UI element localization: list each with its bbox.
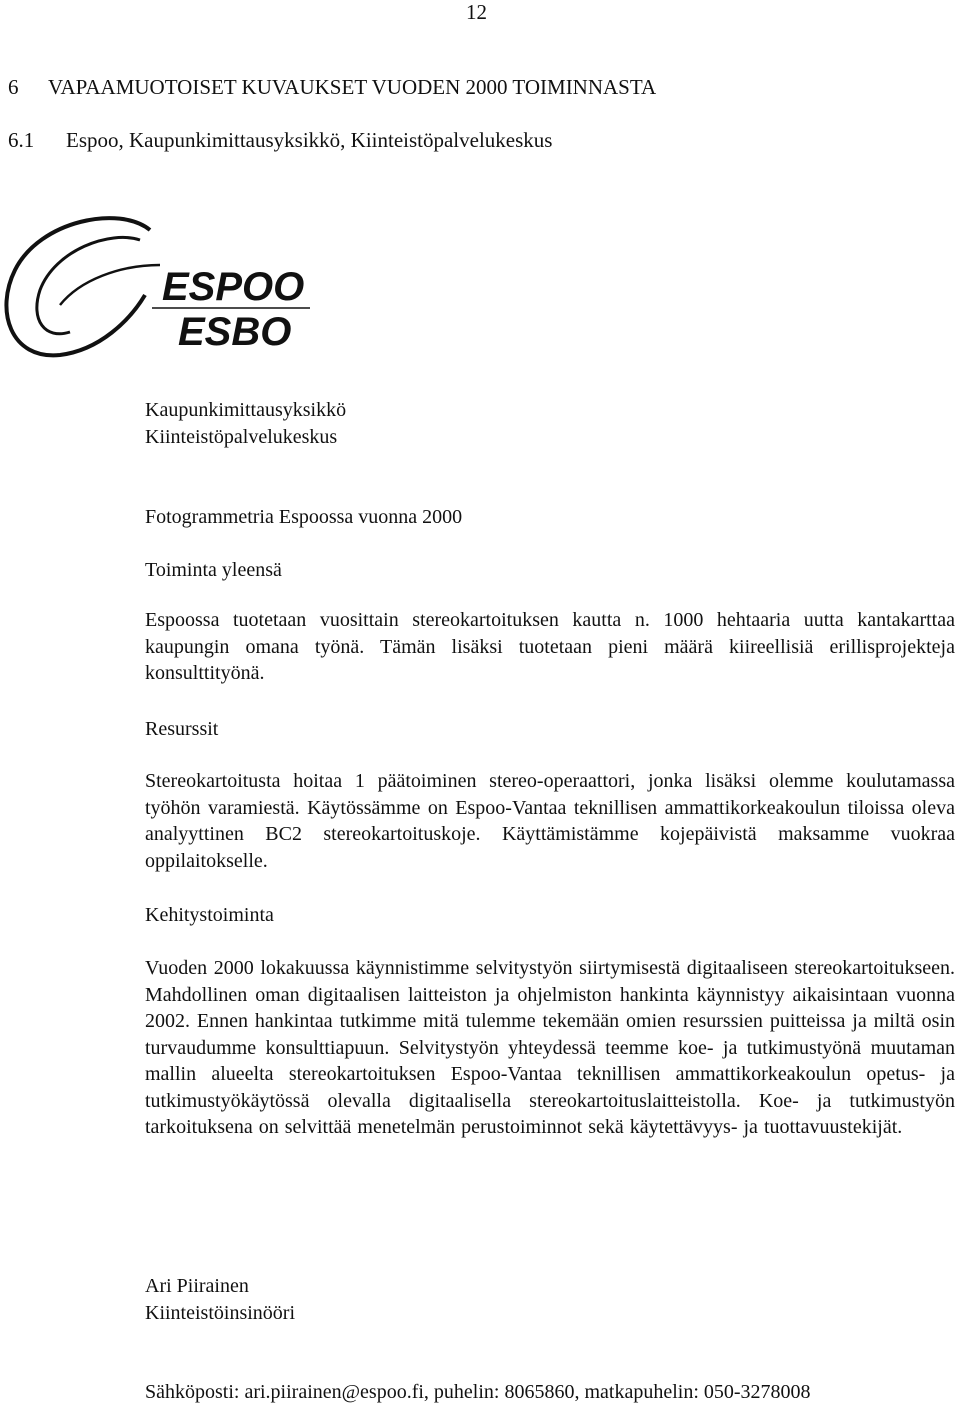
heading-resurssit: Resurssit	[145, 718, 219, 740]
page-number: 12	[466, 0, 487, 24]
section-heading	[8, 74, 656, 100]
section-title: VAPAAMUOTOISET KUVAUKSET VUODEN 2000 TOIMINNASTA	[48, 75, 657, 99]
signature-name: Ari Piirainen	[145, 1275, 249, 1297]
subsection-title: Espoo, Kaupunkimittausyksikkö, Kiinteistöpalvelukeskus	[66, 128, 553, 152]
paragraph-text: Espoossa tuotetaan vuosittain stereokartoituksen kautta n. 1000 hehtaaria uutta kantakarttaa kaupungin omana työnä. Tämän lisäksi tuotetaan pieni määrä kiireellisiä erillisprojekteja konsulttityönä.	[145, 609, 955, 684]
signature-title: Kiinteistöinsinööri	[145, 1302, 295, 1324]
paragraph-toiminta	[145, 607, 955, 687]
contact-info: Sähköposti: ari.piirainen@espoo.fi, puhelin: 8065860, matkapuhelin: 050-3278008	[145, 1381, 811, 1403]
paragraph-kehitystoiminta	[145, 955, 955, 1141]
espoo-logo	[0, 210, 320, 370]
org-line-1: Kaupunkimittausyksikkö	[145, 399, 347, 421]
paragraph-text: Vuoden 2000 lokakuussa käynnistimme selvitystyön siirtymisestä digitaaliseen stereokartoitukseen. Mahdollinen oman digitaalisen laitteiston ja ohjelmiston hankinta käynnistyy aikaisintaan vuonna 2002. Ennen hankintaa tutkimme mitä tulemme tekemään omien resurssien puitteissa ja miltä osin turvaudumme konsulttiapuun. Selvitystyön yhteydessä teemme koe- ja tutkimustyönä muutaman mallin alueelta stereokartoituksen Espoo-Vantaa teknillisen ammattikorkeakoulun opetus- ja tutkimustyökäytössä olevalla digitaalisella stereokartoituslaitteistolla. Koe- ja tutkimustyön tarkoituksena on selvittää menetelmän perustoiminnot sekä käytettävyys- ja tuottavuustekijät.	[145, 957, 955, 1138]
paragraph-text: Stereokartoitusta hoitaa 1 päätoiminen stereo-operaattori, jonka lisäksi olemme koulutamassa työhön varamiestä. Käytössämme on Espoo-Vantaa teknillisen ammattikorkeakoulun tiloissa oleva analyyttinen BC2 stereokartoituskoje. Käyttämistämme kojepäivistä maksamme vuokraa oppilaitokselle.	[145, 770, 955, 872]
org-line-2: Kiinteistöpalvelukeskus	[145, 426, 338, 448]
subsection-number: 6.1	[8, 128, 35, 152]
logo-text-espoo: ESPOO	[162, 265, 305, 309]
logo-text-esbo: ESBO	[178, 310, 292, 354]
subsection-heading	[8, 127, 552, 153]
heading-kehitystoiminta: Kehitystoiminta	[145, 904, 274, 926]
report-title: Fotogrammetria Espoossa vuonna 2000	[145, 506, 463, 528]
paragraph-resurssit	[145, 768, 955, 874]
heading-toiminta: Toiminta yleensä	[145, 559, 282, 581]
section-number: 6	[8, 75, 19, 99]
